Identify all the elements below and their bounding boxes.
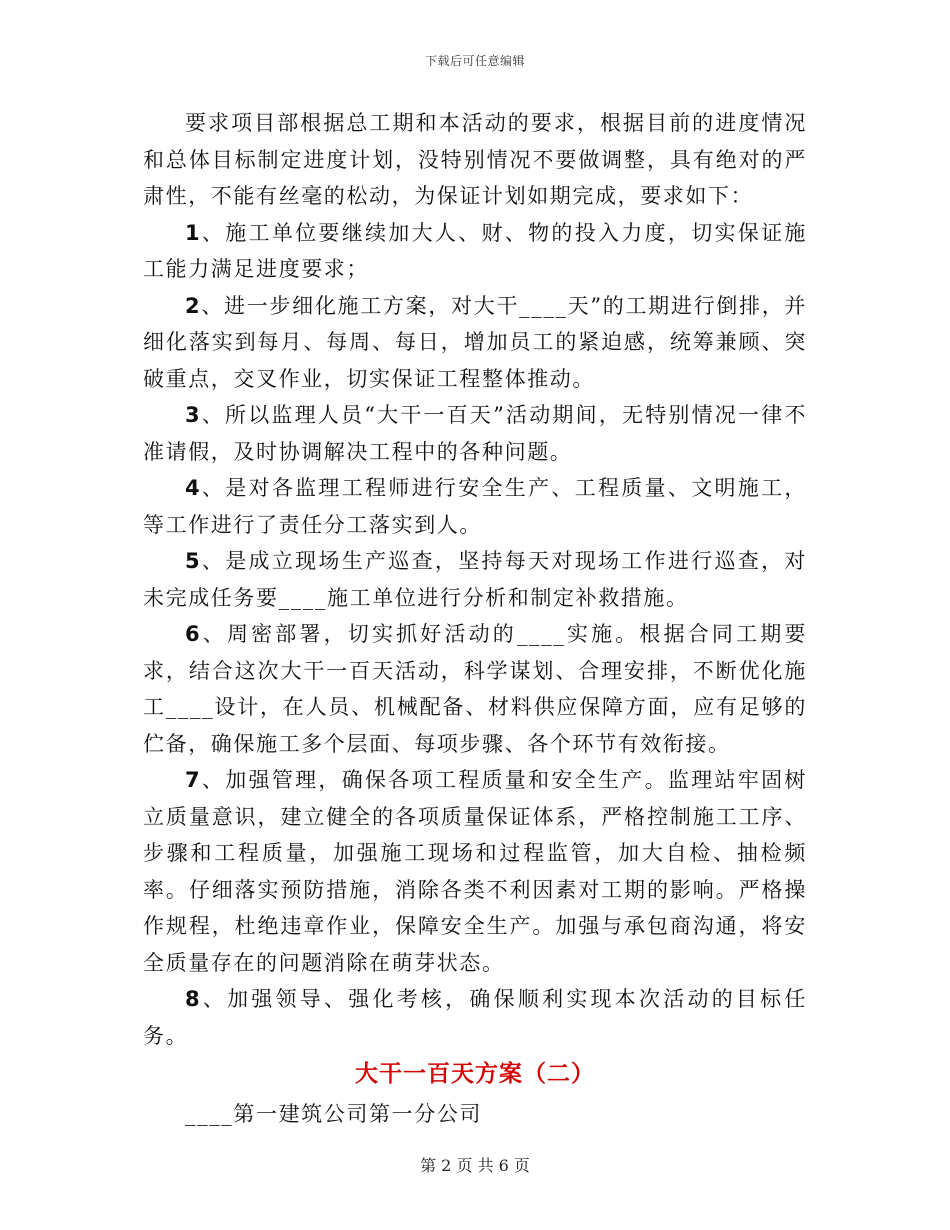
page-number: 第 2 页 共 6 页: [420, 1156, 530, 1175]
item-number: 2: [185, 293, 202, 318]
item-number: 1: [185, 220, 202, 245]
list-item: [143, 981, 807, 1054]
document-body: [143, 105, 807, 1134]
item-text: 、施工单位要继续加大人、财、物的投入力度，切实保证施工能力满足进度要求；: [143, 220, 807, 281]
list-item: [143, 470, 807, 543]
intro-paragraph: 要求项目部根据总工期和本活动的要求，根据目前的进度情况和总体目标制定进度计划，没特别情况不要做调整，具有绝对的严肃性，不能有丝毫的松动，为保证计划如期完成，要求如下：: [143, 111, 807, 208]
list-item: [143, 616, 807, 762]
item-text: 、加强领导、强化考核，确保顺利实现本次活动的目标任务。: [143, 987, 807, 1048]
item-number: 6: [185, 622, 202, 646]
list-item: [143, 762, 807, 981]
item-number: 4: [185, 476, 202, 500]
list-item: [143, 543, 807, 616]
list-item: [143, 397, 807, 470]
item-number: 7: [185, 768, 202, 792]
list-item: [143, 288, 807, 398]
section-title: 大干一百天方案（二）: [355, 1061, 595, 1087]
list-item: [143, 215, 807, 288]
item-number: 3: [185, 403, 202, 427]
item-text: 、进一步细化施工方案，对大干____天”的工期进行倒排，并细化落实到每月、每周、每日，增加员工的紧迫感，统筹兼顾、突破重点，交叉作业，切实保证工程整体推动。: [143, 293, 807, 391]
item-text: 、所以监理人员“大干一百天”活动期间，无特别情况一律不准请假，及时协调解决工程中的各种问题。: [143, 403, 807, 464]
item-number: 5: [185, 549, 202, 573]
item-text: 、是对各监理工程师进行安全生产、工程质量、文明施工，等工作进行了责任分工落实到人。: [143, 476, 807, 537]
section-byline: ____第一建筑公司第一分公司: [185, 1102, 482, 1126]
item-number: 8: [185, 987, 202, 1011]
item-text: 、周密部署，切实抓好活动的____实施。根据合同工期要求，结合这次大干一百天活动，科学谋划、合理安排，不断优化施工____设计，在人员、机械配备、材料供应保障方面，应有足够的伫备，确保施工多个层面、每项步骤、各个环节有效衔接。: [143, 622, 807, 756]
header-note: 下载后可任意编辑: [424, 54, 525, 68]
item-text: 、是成立现场生产巡查，坚持每天对现场工作进行巡查，对未完成任务要____施工单位进行分析和制定补救措施。: [143, 549, 807, 610]
item-text: 、加强管理，确保各项工程质量和安全生产。监理站牢固树立质量意识，建立健全的各项质量保证体系，严格控制施工工序、步骤和工程质量，加强施工现场和过程监管，加大自检、抽检频率。仔细落实预防措施，消除各类不利因素对工期的影响。严格操作规程，杜绝违章作业，保障安全生产。加强与承包商沟通，将安全质量存在的问题消除在萌芽状态。: [143, 768, 807, 975]
